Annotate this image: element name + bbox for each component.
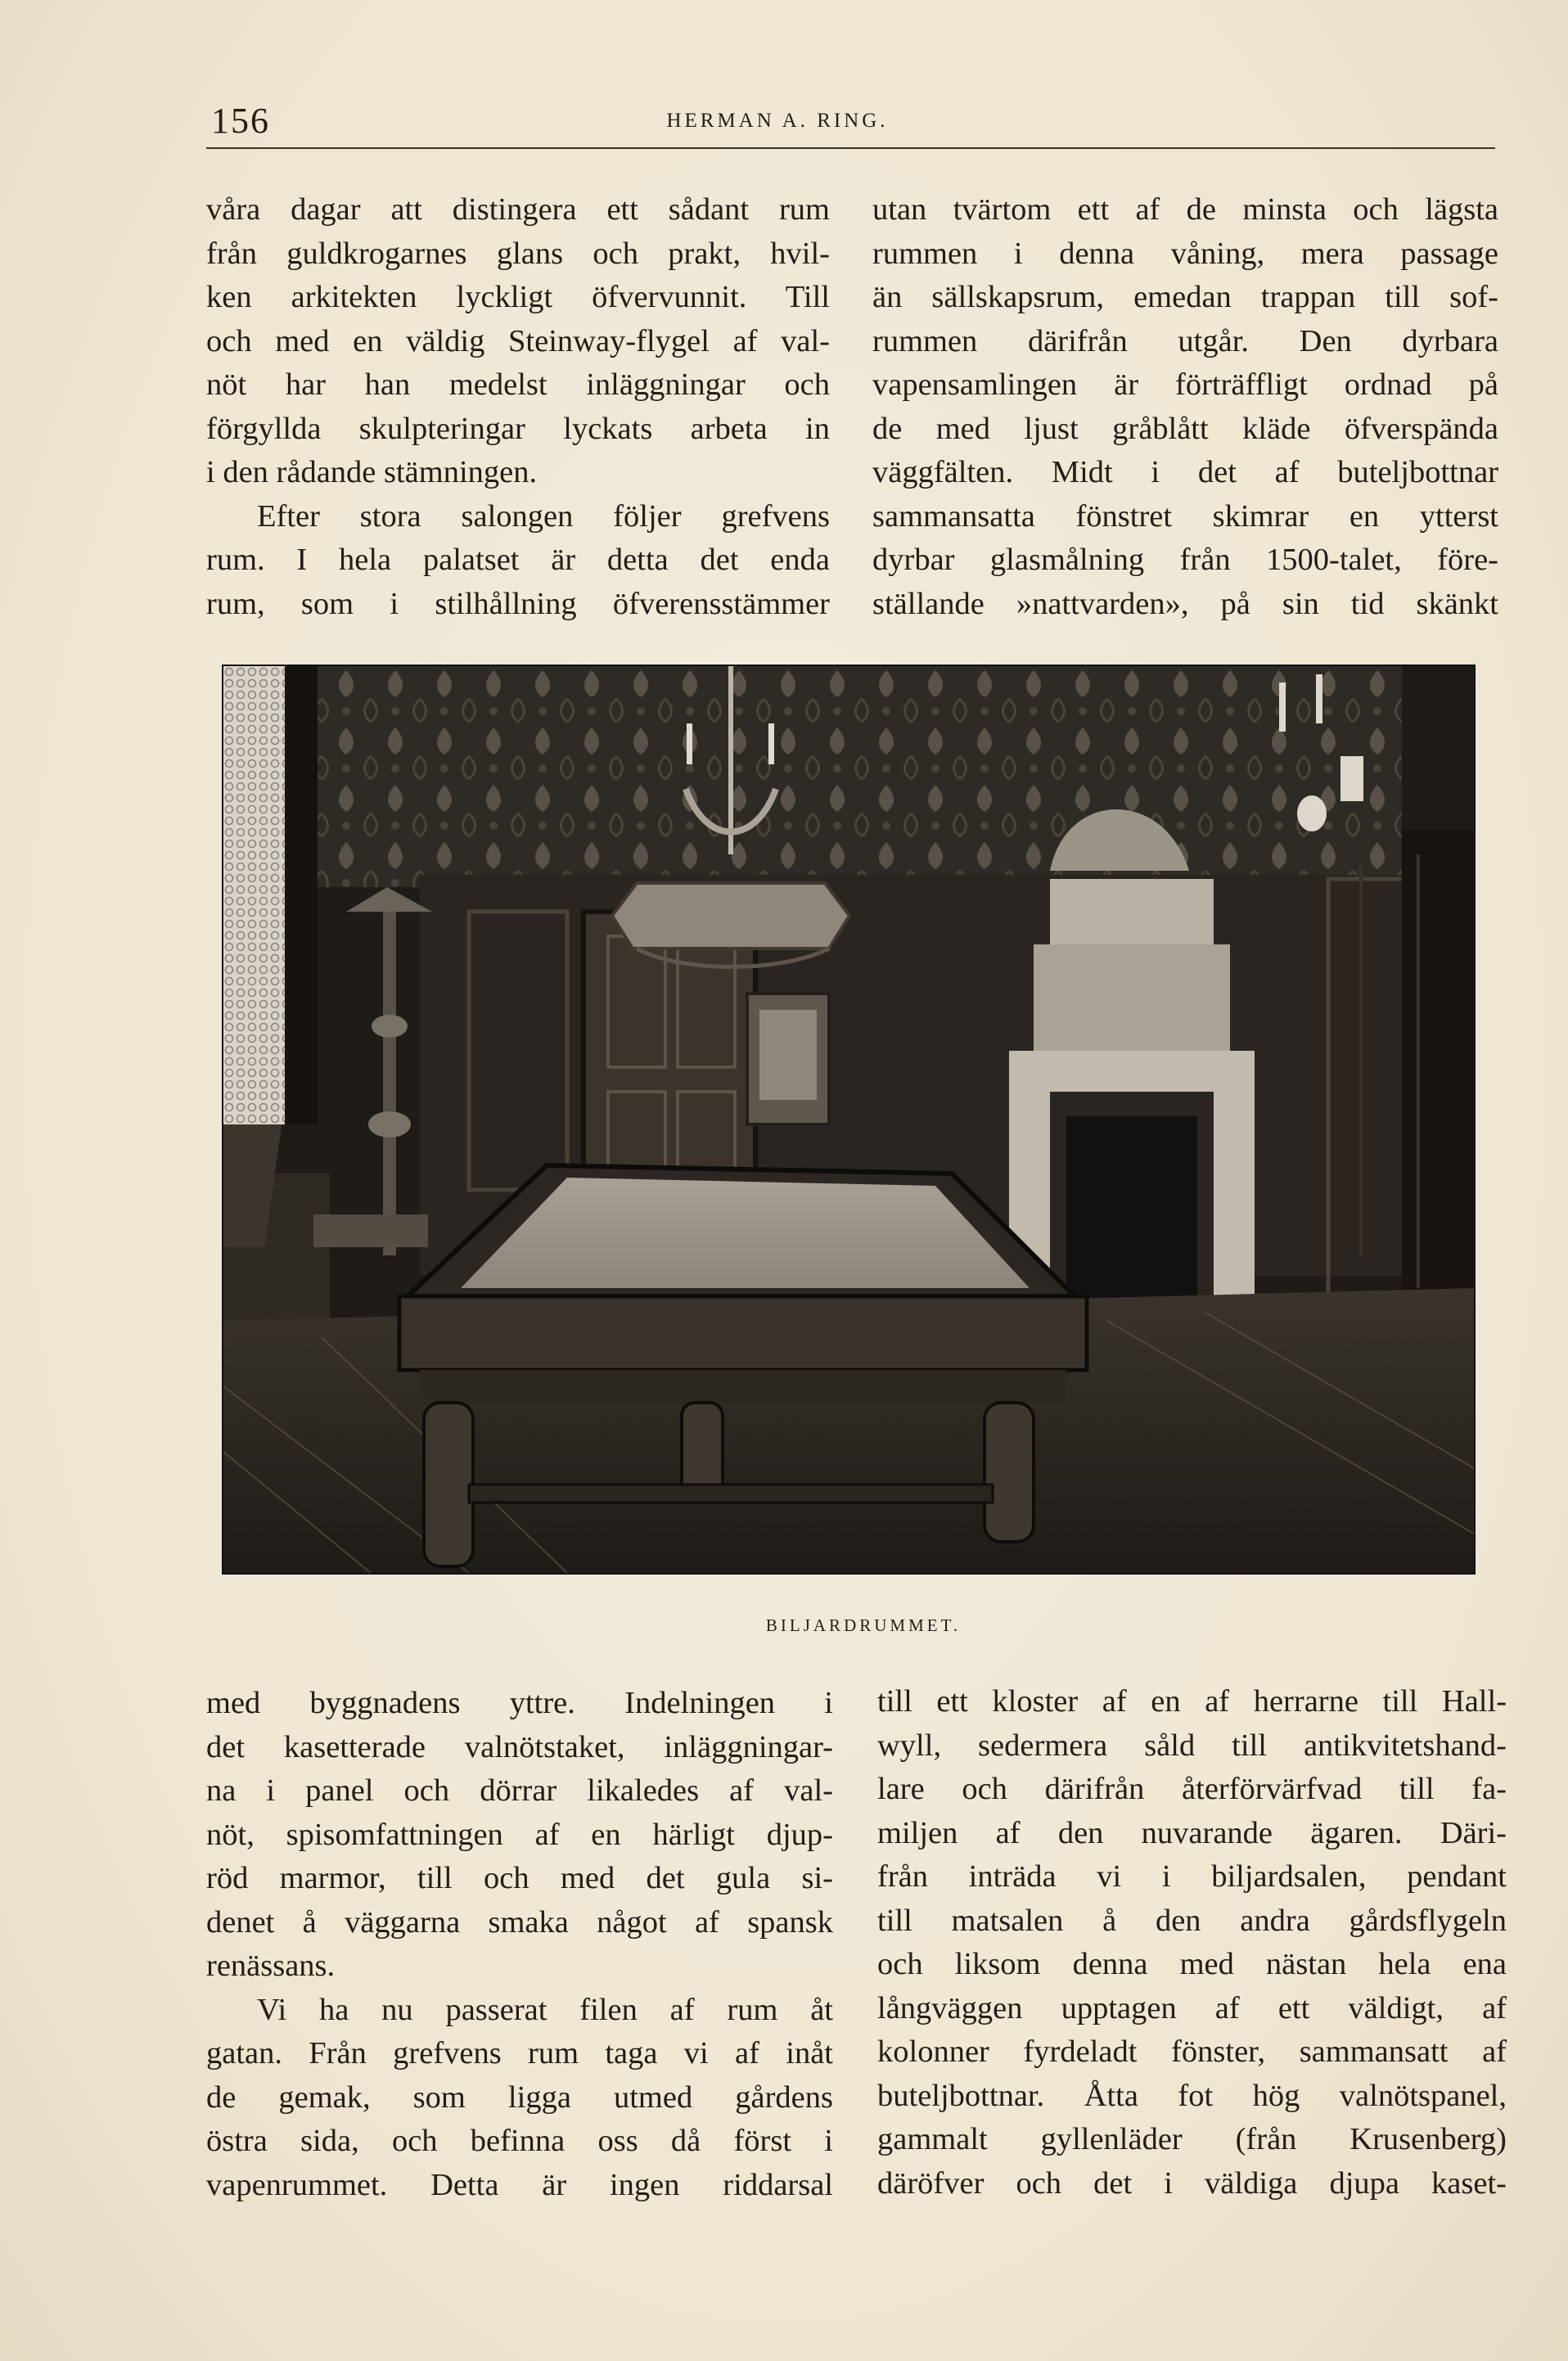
text-line: renässans. [206, 1949, 336, 1983]
header-rule [206, 147, 1495, 149]
text-line: gammalt gyllenläder (från Krusenberg) [877, 2122, 1507, 2156]
text-line: till matsalen å den andra gårdsflygeln [877, 1903, 1507, 1938]
text-line: dyrbar glasmålning från 1500-talet, före- [872, 543, 1498, 577]
billiard-room-photograph [222, 665, 1476, 1575]
text-line: Vi ha nu passerat filen af rum åt [257, 1992, 833, 2027]
text-line: våra dagar att distingera ett sådant rum [206, 192, 830, 227]
text-line: rum, som i stilhållning öfverensstämmer [206, 586, 830, 621]
running-title: HERMAN A. RING. [666, 110, 889, 132]
page-number: 156 [211, 101, 270, 141]
text-line: wyll, sedermera såld till antikvitetshand- [877, 1728, 1507, 1763]
text-line: rummen därifrån utgår. Den dyrbara [872, 323, 1498, 358]
text-line: långväggen upptagen af ett väldigt, af [877, 1990, 1507, 2025]
text-line: i den rådande stämningen. [206, 455, 538, 489]
text-line: ställande »nattvarden», på sin tid skänkt [872, 586, 1498, 621]
text-line: Efter stora salongen följer grefvens [257, 498, 830, 534]
text-line: miljen af den nuvarande ägaren. Däri- [877, 1815, 1507, 1850]
text-line: väggfälten. Midt i det af buteljbottnar [872, 455, 1498, 489]
text-line: det kasetterade valnötstaket, inläggningar- [206, 1729, 833, 1764]
text-line: de med ljust gråblått kläde öfverspända [872, 411, 1498, 446]
text-line: vapensamlingen är förträffligt ordnad på [872, 367, 1498, 402]
text-line: denet å väggarna smaka något af spansk [206, 1904, 833, 1940]
text-line: gatan. Från grefvens rum taga vi af inåt [206, 2036, 833, 2070]
column-top-right [872, 188, 1498, 626]
column-top-left [206, 188, 830, 626]
text-line: däröfver och det i väldiga djupa kaset- [877, 2165, 1507, 2201]
text-line: nöt har han medelst inläggningar och [206, 367, 830, 402]
text-line: kolonner fyrdeladt fönster, sammansatt af [877, 2034, 1507, 2069]
text-line: och med en väldig Steinway-flygel af val- [206, 323, 830, 358]
text-line: sammansatta fönstret skimrar en ytterst [872, 498, 1498, 534]
figure-caption: BILJARDRUMMET. [765, 1615, 962, 1635]
text-line: från inträda vi i biljardsalen, pendant [877, 1859, 1507, 1894]
text-line: utan tvärtom ett af de minsta och lägsta [872, 192, 1498, 227]
text-line: och liksom denna med nästan hela ena [877, 1947, 1507, 1981]
text-line: rummen i denna våning, mera passage [872, 236, 1498, 271]
text-line: de gemak, som ligga utmed gårdens [206, 2079, 833, 2115]
text-line: östra sida, och befinna oss då först i [206, 2124, 833, 2158]
text-line: lare och därifrån återförvärfvad till fa- [877, 1772, 1507, 1806]
text-line: ken arkitekten lyckligt öfvervunnit. Till [206, 280, 830, 314]
text-line: från guldkrogarnes glans och prakt, hvil- [206, 236, 830, 271]
text-line: buteljbottnar. Åtta fot hög valnötspanel, [877, 2078, 1507, 2113]
column-bottom-right [877, 1680, 1507, 2206]
text-line: vapenrummet. Detta är ingen riddarsal [206, 2167, 833, 2202]
text-line: na i panel och dörrar likaledes af val- [206, 1773, 833, 1808]
column-bottom-left [206, 1682, 833, 2207]
text-line: än sällskapsrum, emedan trappan till sof- [872, 280, 1498, 314]
text-line: rum. I hela palatset är detta det enda [206, 543, 830, 577]
text-line: nöt, spisomfattningen af en härligt djup- [206, 1817, 833, 1852]
text-line: till ett kloster af en af herrarne till Hall- [877, 1684, 1507, 1719]
text-line: förgyllda skulpteringar lyckats arbeta in [206, 411, 830, 446]
text-line: med byggnadens yttre. Indelningen i [206, 1686, 833, 1720]
text-line: röd marmor, till och med det gula si- [206, 1861, 833, 1895]
